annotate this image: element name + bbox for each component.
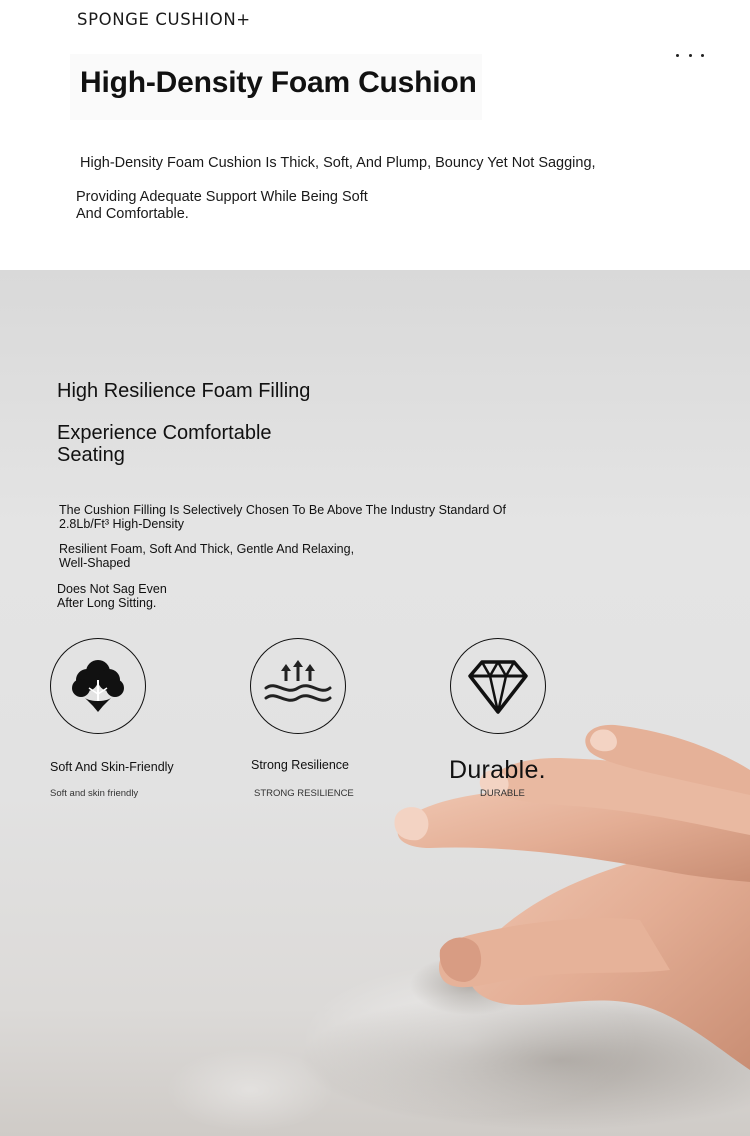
foam-feature-section (0, 270, 750, 1136)
eyebrow-label: SPONGE CUSHION+ (77, 10, 251, 29)
description-line-2: Providing Adequate Support While Being Soft And Comfortable. (76, 189, 368, 222)
page-title: High-Density Foam Cushion (80, 66, 477, 99)
section-heading-1: High Resilience Foam Filling (57, 380, 311, 402)
feature-title-resilience: Strong Resilience (251, 758, 349, 772)
feature-paragraph-1: The Cushion Filling Is Selectively Chosen To Be Above The Industry Standard Of 2.8Lb/Ft³ High-Density (59, 503, 507, 531)
description-line-1: High-Density Foam Cushion Is Thick, Soft, And Plump, Bouncy Yet Not Sagging, (80, 155, 596, 171)
diamond-icon-badge (450, 638, 546, 734)
cotton-icon-badge (50, 638, 146, 734)
feature-subtitle-resilience: STRONG RESILIENCE (254, 788, 354, 799)
feature-paragraph-3: Does Not Sag Even After Long Sitting. (57, 582, 167, 610)
cotton-icon (67, 658, 129, 714)
feature-paragraph-2: Resilient Foam, Soft And Thick, Gentle And Relaxing, Well-Shaped (59, 542, 355, 570)
feature-title-soft: Soft And Skin-Friendly (50, 760, 174, 774)
feature-subtitle-soft: Soft and skin friendly (50, 788, 139, 799)
resilience-waves-icon (262, 660, 334, 712)
resilience-icon-badge (250, 638, 346, 734)
section-heading-2: Experience Comfortable Seating (57, 422, 272, 466)
header-section (0, 0, 750, 270)
diamond-icon (468, 658, 528, 714)
more-options-icon[interactable] (674, 44, 706, 66)
feature-title-durable: Durable. (449, 756, 546, 784)
feature-subtitle-durable: DURABLE (480, 788, 525, 799)
